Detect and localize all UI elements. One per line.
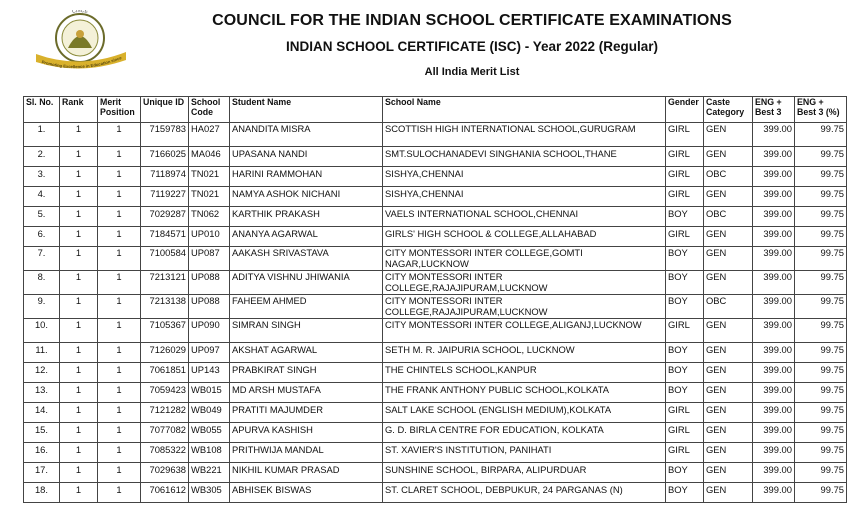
cell-eng-best3-pct: 99.75 (795, 383, 847, 403)
cell-unique-id: 7029287 (141, 207, 189, 227)
cell-sl-no: 13. (24, 383, 60, 403)
cell-merit-position: 1 (98, 443, 141, 463)
list-title: All India Merit List (424, 66, 520, 78)
cell-merit-position: 1 (98, 319, 141, 343)
cell-student-name: PRABKIRAT SINGH (230, 363, 383, 383)
cell-gender: GIRL (666, 187, 704, 207)
cell-rank: 1 (60, 247, 98, 271)
cell-sl-no: 9. (24, 295, 60, 319)
cell-rank: 1 (60, 483, 98, 503)
cell-unique-id: 7213121 (141, 271, 189, 295)
cell-rank: 1 (60, 167, 98, 187)
cell-school-name: SCOTTISH HIGH INTERNATIONAL SCHOOL,GURUGRAM (383, 123, 666, 147)
cell-caste-category: OBC (704, 295, 753, 319)
cell-school-code: UP090 (189, 319, 230, 343)
col-school-name: School Name (383, 97, 666, 123)
cell-eng-best3: 399.00 (753, 463, 795, 483)
cell-school-code: TN021 (189, 167, 230, 187)
cell-caste-category: GEN (704, 463, 753, 483)
cell-school-code: WB108 (189, 443, 230, 463)
cell-merit-position: 1 (98, 187, 141, 207)
cell-unique-id: 7213138 (141, 295, 189, 319)
cell-sl-no: 17. (24, 463, 60, 483)
table-row (24, 383, 847, 403)
cell-caste-category: OBC (704, 167, 753, 187)
cell-unique-id: 7059423 (141, 383, 189, 403)
cell-student-name: KARTHIK PRAKASH (230, 207, 383, 227)
cell-unique-id: 7118974 (141, 167, 189, 187)
cell-school-name: CITY MONTESSORI INTER COLLEGE,RAJAJIPURAM,LUCKNOW (383, 295, 666, 319)
table-row (24, 207, 847, 227)
cell-student-name: UPASANA NANDI (230, 147, 383, 167)
cell-eng-best3: 399.00 (753, 343, 795, 363)
col-unique-id: Unique ID (141, 97, 189, 123)
table-row (24, 271, 847, 295)
cell-student-name: ANANYA AGARWAL (230, 227, 383, 247)
table-row (24, 463, 847, 483)
cell-eng-best3-pct: 99.75 (795, 123, 847, 147)
cell-school-code: UP088 (189, 271, 230, 295)
cell-merit-position: 1 (98, 423, 141, 443)
col-caste-category: Caste Category (704, 97, 753, 123)
cell-student-name: ABHISEK BISWAS (230, 483, 383, 503)
table-row (24, 187, 847, 207)
cell-student-name: PRATITI MAJUMDER (230, 403, 383, 423)
cell-merit-position: 1 (98, 123, 141, 147)
cell-eng-best3: 399.00 (753, 207, 795, 227)
cell-eng-best3-pct: 99.75 (795, 319, 847, 343)
cell-caste-category: GEN (704, 443, 753, 463)
cell-gender: BOY (666, 483, 704, 503)
col-gender: Gender (666, 97, 704, 123)
logo-tagline: Promoting Excellence in Education since (41, 55, 123, 70)
cell-student-name: AKSHAT AGARWAL (230, 343, 383, 363)
cell-gender: GIRL (666, 123, 704, 147)
cell-eng-best3-pct: 99.75 (795, 343, 847, 363)
cell-eng-best3: 399.00 (753, 187, 795, 207)
cell-merit-position: 1 (98, 363, 141, 383)
cell-school-code: WB015 (189, 383, 230, 403)
cell-caste-category: GEN (704, 227, 753, 247)
cell-unique-id: 7121282 (141, 403, 189, 423)
cell-caste-category: GEN (704, 123, 753, 147)
cell-unique-id: 7126029 (141, 343, 189, 363)
cell-gender: GIRL (666, 227, 704, 247)
cell-gender: BOY (666, 271, 704, 295)
col-rank: Rank (60, 97, 98, 123)
table-row (24, 343, 847, 363)
table-row (24, 403, 847, 423)
cell-eng-best3: 399.00 (753, 227, 795, 247)
cell-school-name: CITY MONTESSORI INTER COLLEGE,RAJAJIPURAM,LUCKNOW (383, 271, 666, 295)
cell-eng-best3: 399.00 (753, 167, 795, 187)
cell-gender: BOY (666, 383, 704, 403)
cell-school-name: SISHYA,CHENNAI (383, 187, 666, 207)
cell-eng-best3-pct: 99.75 (795, 227, 847, 247)
cell-sl-no: 14. (24, 403, 60, 423)
cell-merit-position: 1 (98, 343, 141, 363)
cell-sl-no: 2. (24, 147, 60, 167)
cell-unique-id: 7166025 (141, 147, 189, 167)
cell-sl-no: 7. (24, 247, 60, 271)
table-row (24, 227, 847, 247)
cell-gender: BOY (666, 295, 704, 319)
cell-school-code: UP088 (189, 295, 230, 319)
cell-gender: GIRL (666, 147, 704, 167)
cell-merit-position: 1 (98, 207, 141, 227)
cell-eng-best3-pct: 99.75 (795, 295, 847, 319)
cell-eng-best3-pct: 99.75 (795, 247, 847, 271)
cell-rank: 1 (60, 363, 98, 383)
cell-caste-category: GEN (704, 271, 753, 295)
table-row (24, 423, 847, 443)
merit-list-body (24, 123, 847, 503)
table-row (24, 295, 847, 319)
cell-merit-position: 1 (98, 403, 141, 423)
cell-unique-id: 7100584 (141, 247, 189, 271)
cell-school-name: SMT.SULOCHANADEVI SINGHANIA SCHOOL,THANE (383, 147, 666, 167)
cell-school-name: SETH M. R. JAIPURIA SCHOOL, LUCKNOW (383, 343, 666, 363)
cell-eng-best3-pct: 99.75 (795, 167, 847, 187)
cell-sl-no: 12. (24, 363, 60, 383)
cell-gender: GIRL (666, 403, 704, 423)
cell-rank: 1 (60, 383, 98, 403)
cell-caste-category: OBC (704, 207, 753, 227)
cell-gender: BOY (666, 363, 704, 383)
col-eng-best3: ENG + Best 3 (753, 97, 795, 123)
cell-rank: 1 (60, 187, 98, 207)
cell-school-name: SALT LAKE SCHOOL (ENGLISH MEDIUM),KOLKATA (383, 403, 666, 423)
cell-gender: BOY (666, 247, 704, 271)
cell-student-name: HARINI RAMMOHAN (230, 167, 383, 187)
cell-sl-no: 4. (24, 187, 60, 207)
cell-rank: 1 (60, 271, 98, 295)
cell-student-name: SIMRAN SINGH (230, 319, 383, 343)
cell-caste-category: GEN (704, 423, 753, 443)
cell-school-code: TN062 (189, 207, 230, 227)
cell-merit-position: 1 (98, 167, 141, 187)
cell-student-name: NIKHIL KUMAR PRASAD (230, 463, 383, 483)
cell-unique-id: 7029638 (141, 463, 189, 483)
col-sl-no: Sl. No. (24, 97, 60, 123)
cell-school-name: THE FRANK ANTHONY PUBLIC SCHOOL,KOLKATA (383, 383, 666, 403)
cell-sl-no: 5. (24, 207, 60, 227)
cell-merit-position: 1 (98, 383, 141, 403)
cell-sl-no: 1. (24, 123, 60, 147)
cell-school-name: THE CHINTELS SCHOOL,KANPUR (383, 363, 666, 383)
cell-student-name: NAMYA ASHOK NICHANI (230, 187, 383, 207)
cell-school-code: WB055 (189, 423, 230, 443)
table-row (24, 363, 847, 383)
cell-school-code: UP143 (189, 363, 230, 383)
cell-school-code: UP087 (189, 247, 230, 271)
cell-eng-best3: 399.00 (753, 443, 795, 463)
cell-school-code: HA027 (189, 123, 230, 147)
cell-merit-position: 1 (98, 295, 141, 319)
page-subtitle: INDIAN SCHOOL CERTIFICATE (ISC) - Year 2022 (Regular) (285, 39, 659, 54)
logo-top-text: CISCE (71, 10, 89, 16)
cell-eng-best3-pct: 99.75 (795, 463, 847, 483)
cell-school-code: UP097 (189, 343, 230, 363)
cell-eng-best3: 399.00 (753, 247, 795, 271)
cell-student-name: ANANDITA MISRA (230, 123, 383, 147)
cell-eng-best3-pct: 99.75 (795, 443, 847, 463)
cell-rank: 1 (60, 343, 98, 363)
cell-student-name: PRITHWIJA MANDAL (230, 443, 383, 463)
cell-eng-best3: 399.00 (753, 383, 795, 403)
cell-merit-position: 1 (98, 147, 141, 167)
cell-sl-no: 11. (24, 343, 60, 363)
cell-school-code: WB305 (189, 483, 230, 503)
cell-gender: BOY (666, 343, 704, 363)
cell-sl-no: 10. (24, 319, 60, 343)
cell-rank: 1 (60, 319, 98, 343)
table-row (24, 319, 847, 343)
cell-student-name: MD ARSH MUSTAFA (230, 383, 383, 403)
table-row (24, 483, 847, 503)
cell-school-name: CITY MONTESSORI INTER COLLEGE,ALIGANJ,LUCKNOW (383, 319, 666, 343)
cell-school-code: MA046 (189, 147, 230, 167)
cell-eng-best3-pct: 99.75 (795, 271, 847, 295)
cell-unique-id: 7184571 (141, 227, 189, 247)
cell-gender: BOY (666, 463, 704, 483)
cell-gender: GIRL (666, 167, 704, 187)
cell-eng-best3: 399.00 (753, 123, 795, 147)
table-row (24, 247, 847, 271)
cell-eng-best3-pct: 99.75 (795, 187, 847, 207)
cell-eng-best3-pct: 99.75 (795, 207, 847, 227)
cell-rank: 1 (60, 227, 98, 247)
cell-caste-category: GEN (704, 319, 753, 343)
cell-gender: GIRL (666, 423, 704, 443)
cell-student-name: ADITYA VISHNU JHIWANIA (230, 271, 383, 295)
cell-school-name: SUNSHINE SCHOOL, BIRPARA, ALIPURDUAR (383, 463, 666, 483)
cell-eng-best3: 399.00 (753, 319, 795, 343)
cell-student-name: APURVA KASHISH (230, 423, 383, 443)
cell-gender: BOY (666, 207, 704, 227)
cell-caste-category: GEN (704, 403, 753, 423)
cell-sl-no: 18. (24, 483, 60, 503)
cell-school-name: GIRLS' HIGH SCHOOL & COLLEGE,ALLAHABAD (383, 227, 666, 247)
cell-school-name: G. D. BIRLA CENTRE FOR EDUCATION, KOLKATA (383, 423, 666, 443)
cell-gender: GIRL (666, 319, 704, 343)
table-row (24, 147, 847, 167)
cell-merit-position: 1 (98, 271, 141, 295)
cell-merit-position: 1 (98, 463, 141, 483)
cell-school-name: VAELS INTERNATIONAL SCHOOL,CHENNAI (383, 207, 666, 227)
cell-school-code: UP010 (189, 227, 230, 247)
cell-eng-best3: 399.00 (753, 483, 795, 503)
cell-caste-category: GEN (704, 363, 753, 383)
merit-list-table (23, 96, 847, 503)
cell-eng-best3: 399.00 (753, 423, 795, 443)
cell-unique-id: 7085322 (141, 443, 189, 463)
col-school-code: School Code (189, 97, 230, 123)
cell-unique-id: 7061851 (141, 363, 189, 383)
cell-eng-best3: 399.00 (753, 295, 795, 319)
cell-unique-id: 7159783 (141, 123, 189, 147)
cell-school-name: CITY MONTESSORI INTER COLLEGE,GOMTI NAGAR,LUCKNOW (383, 247, 666, 271)
cell-eng-best3: 399.00 (753, 147, 795, 167)
cell-eng-best3: 399.00 (753, 403, 795, 423)
cell-school-name: SISHYA,CHENNAI (383, 167, 666, 187)
table-row (24, 123, 847, 147)
cell-rank: 1 (60, 443, 98, 463)
cell-gender: GIRL (666, 443, 704, 463)
page-title: COUNCIL FOR THE INDIAN SCHOOL CERTIFICATE EXAMINATIONS (212, 12, 732, 29)
table-header-row (24, 97, 847, 123)
cell-rank: 1 (60, 463, 98, 483)
col-student-name: Student Name (230, 97, 383, 123)
cell-student-name: FAHEEM AHMED (230, 295, 383, 319)
cell-caste-category: GEN (704, 343, 753, 363)
cell-caste-category: GEN (704, 383, 753, 403)
cell-sl-no: 6. (24, 227, 60, 247)
cell-sl-no: 16. (24, 443, 60, 463)
cell-rank: 1 (60, 147, 98, 167)
cell-school-name: ST. XAVIER'S INSTITUTION, PANIHATI (383, 443, 666, 463)
cell-rank: 1 (60, 207, 98, 227)
cell-unique-id: 7061612 (141, 483, 189, 503)
cell-student-name: AAKASH SRIVASTAVA (230, 247, 383, 271)
cell-eng-best3: 399.00 (753, 271, 795, 295)
cell-merit-position: 1 (98, 227, 141, 247)
cell-school-code: WB049 (189, 403, 230, 423)
cell-merit-position: 1 (98, 483, 141, 503)
cell-unique-id: 7119227 (141, 187, 189, 207)
cell-eng-best3: 399.00 (753, 363, 795, 383)
col-merit-position: Merit Position (98, 97, 141, 123)
cell-sl-no: 8. (24, 271, 60, 295)
cell-unique-id: 7077082 (141, 423, 189, 443)
cell-caste-category: GEN (704, 247, 753, 271)
cell-unique-id: 7105367 (141, 319, 189, 343)
table-row (24, 443, 847, 463)
cell-eng-best3-pct: 99.75 (795, 363, 847, 383)
cell-rank: 1 (60, 403, 98, 423)
cell-rank: 1 (60, 423, 98, 443)
cell-eng-best3-pct: 99.75 (795, 403, 847, 423)
cell-school-name: ST. CLARET SCHOOL, DEBPUKUR, 24 PARGANAS (N) (383, 483, 666, 503)
col-eng-best3-pct: ENG + Best 3 (%) (795, 97, 847, 123)
cell-caste-category: GEN (704, 483, 753, 503)
cell-rank: 1 (60, 295, 98, 319)
cell-sl-no: 15. (24, 423, 60, 443)
cell-sl-no: 3. (24, 167, 60, 187)
cell-rank: 1 (60, 123, 98, 147)
cell-eng-best3-pct: 99.75 (795, 423, 847, 443)
cell-school-code: WB221 (189, 463, 230, 483)
table-row (24, 167, 847, 187)
cell-merit-position: 1 (98, 247, 141, 271)
cell-eng-best3-pct: 99.75 (795, 483, 847, 503)
cell-caste-category: GEN (704, 147, 753, 167)
cell-caste-category: GEN (704, 187, 753, 207)
cell-school-code: TN021 (189, 187, 230, 207)
cell-eng-best3-pct: 99.75 (795, 147, 847, 167)
